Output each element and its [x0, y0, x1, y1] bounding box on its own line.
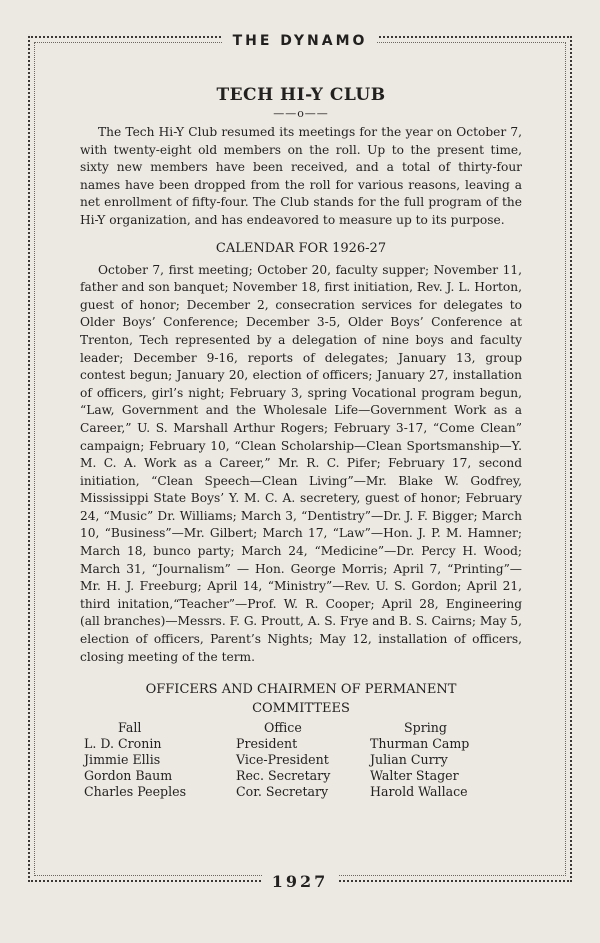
officer-spring: Julian Curry [370, 752, 448, 768]
officer-spring: Harold Wallace [370, 784, 468, 800]
running-header-text: THE DYNAMO [223, 33, 378, 49]
title-divider: ——o—— [273, 107, 329, 120]
calendar-heading: CALENDAR FOR 1926-27 [215, 240, 387, 256]
page-footer-year [0, 872, 600, 892]
article-title: TECH HI-Y CLUB [216, 85, 386, 105]
officer-fall: Jimmie Ellis [84, 752, 161, 768]
page-footer-year-text: 1927 [262, 872, 339, 891]
officer-office: Rec. Secretary [236, 768, 331, 784]
officer-spring: Walter Stager [370, 768, 459, 784]
officers-column-header: Spring [404, 720, 447, 736]
officer-office: Cor. Secretary [236, 784, 329, 800]
running-header [0, 32, 600, 50]
officers-heading-line2: COMMITTEES [252, 701, 350, 717]
officer-fall: L. D. Cronin [84, 736, 162, 752]
intro-paragraph: The Tech Hi-Y Club resumed its meetings for the year on October 7, with twenty-eight old members on the roll. Up to the present time, sixty new members have been received, and a total of thirty-four names have been dropped from the roll for various reasons, leaving a net enrollment of fifty-four. The Club stands for the full program of the Hi-Y organization, and has endeavored to measure up to its purpose. [80, 125, 522, 227]
calendar-paragraph: October 7, first meeting; October 20, faculty supper; November 11, father and son banquet; November 18, first initiation, Rev. J. L. Horton, guest of honor; December 2, consecration services for delegates to Older Boys’ Conference; December 3-5, Older Boys’ Conference at Trenton, Tech represented by a delegation of nine boys and faculty leader; December 9-16, reports of delegates; January 13, group contest begun; January 20, election of officers; January 27, installation of officers, girl’s night; February 3, spring Vocational program begun, “Law, Government and the Wholesale Life—Government Work as a Career,” U. S. Marshall Arthur Rogers; February 3-17, “Come Clean” campaign; February 10, “Clean Scholarship—Clean Sportsmanship—Y. M. C. A. Work as a Career,” Mr. R. C. Pifer; February 17, second initiation, “Clean Speech—Clean Living”—Mr. Blake W. Godfrey, Mississippi State Boys’ Y. M. C. A. secretery, guest of honor; February 24, “Music” Dr. Williams; March 3, “Dentistry”—Dr. J. F. Bigger; March 10, “Business”—Mr. Gilbert; March 17, “Law”—Hon. J. P. M. Hamner; March 18, bunco party; March 24, “Medicine”—Dr. Percy H. Wood; March 31, “Journalism” — Hon. George Morris; April 7, “Printing”— Mr. H. J. Freeburg; April 14, “Ministry”—Rev. U. S. Gordon; April 21, third initation,“Teacher”—Prof. W. R. Cooper; April 28, Engineering (all branches)—Messrs. F. G. Proutt, A. S. Frye and B. S. Cairns; May 5, election of officers, Parent’s Nights; May 12, installation of officers, closing meeting of the term. [80, 262, 522, 664]
officers-column-header: Fall [118, 720, 142, 736]
officers-table [84, 720, 522, 800]
officer-spring: Thurman Camp [370, 736, 470, 752]
officer-office: Vice-President [236, 752, 329, 768]
officer-fall: Charles Peeples [84, 784, 187, 800]
officers-heading-line1: OFFICERS AND CHAIRMEN OF PERMANENT [145, 682, 457, 698]
officer-fall: Gordon Baum [84, 768, 173, 784]
officer-office: President [236, 736, 298, 752]
article [80, 84, 522, 800]
officers-column-header: Office [264, 720, 302, 736]
officers-heading [80, 680, 522, 718]
